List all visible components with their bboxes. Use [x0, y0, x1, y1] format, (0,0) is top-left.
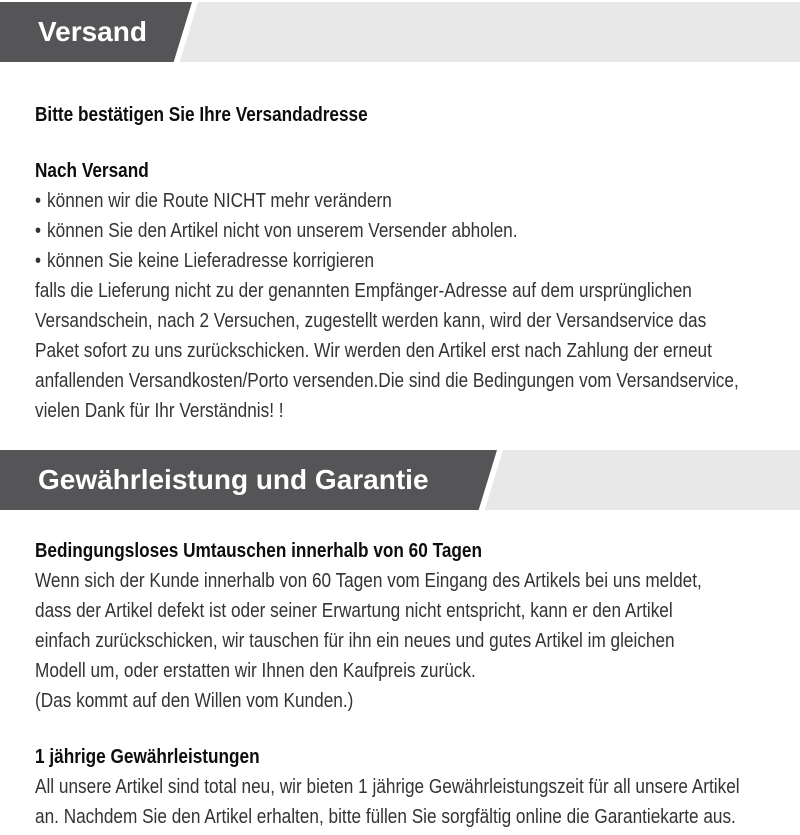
banner-light-stripe	[180, 2, 800, 62]
guarantee-line: All unsere Artikel sind total neu, wir bieten 1 jährige Gewährleistungszeit für all unsere Artikel	[35, 776, 740, 798]
shipping-policy-line: anfallenden Versandkosten/Porto versenden.Die sind die Bedingungen vom Versandservice,	[35, 370, 739, 392]
shipping-section-banner	[0, 2, 800, 62]
shipping-bullet-item	[35, 186, 693, 216]
warranty-section-title: Gewährleistung und Garantie	[38, 464, 429, 495]
exchange-policy-line: (Das kommt auf den Willen vom Kunden.)	[35, 690, 354, 712]
shipping-section-content	[0, 100, 800, 426]
bullet-text: können Sie keine Lieferadresse korrigieren	[47, 250, 375, 272]
shipping-policy-line: falls die Lieferung nicht zu der genannten Empfänger-Adresse auf dem ursprünglichen	[35, 280, 692, 302]
warranty-section-banner	[0, 450, 800, 510]
banner-light-stripe	[485, 450, 800, 510]
bullet-icon: •	[35, 220, 42, 242]
bullet-icon: •	[35, 250, 42, 272]
exchange-policy-line: Modell um, oder erstatten wir Ihnen den Kaufpreis zurück.	[35, 660, 476, 682]
shipping-policy-line: vielen Dank für Ihr Verständnis! !	[35, 400, 284, 422]
shipping-section-title: Versand	[38, 16, 147, 47]
shipping-bullet-item	[35, 246, 693, 276]
guarantee-line: an. Nachdem Sie den Artikel erhalten, bitte füllen Sie sorgfältig online die Garantiekarte aus.	[35, 806, 736, 828]
exchange-heading: Bedingungsloses Umtauschen innerhalb von 60 Tagen	[35, 540, 482, 562]
shipping-policy-line: Paket sofort zu uns zurückschicken. Wir werden den Artikel erst nach Zahlung der erneut	[35, 340, 712, 362]
bullet-text: können wir die Route NICHT mehr verändern	[47, 190, 392, 212]
exchange-policy-line: dass der Artikel defekt ist oder seiner Erwartung nicht entspricht, kann er den Artikel	[35, 600, 673, 622]
exchange-policy-line: Wenn sich der Kunde innerhalb von 60 Tagen vom Eingang des Artikels bei uns meldet,	[35, 570, 702, 592]
shipping-bullet-item	[35, 216, 693, 246]
warranty-section-content	[0, 536, 800, 832]
guarantee-heading: 1 jährige Gewährleistungen	[35, 746, 260, 768]
bullet-icon: •	[35, 190, 42, 212]
after-shipping-heading: Nach Versand	[35, 160, 149, 182]
shipping-policy-line: Versandschein, nach 2 Versuchen, zugestellt werden kann, wird der Versandservice das	[35, 310, 707, 332]
bullet-text: können Sie den Artikel nicht von unserem Versender abholen.	[47, 220, 518, 242]
exchange-policy-line: einfach zurückschicken, wir tauschen für ihn ein neues und gutes Artikel im gleichen	[35, 630, 675, 652]
confirm-address-heading: Bitte bestätigen Sie Ihre Versandadresse	[35, 104, 368, 126]
